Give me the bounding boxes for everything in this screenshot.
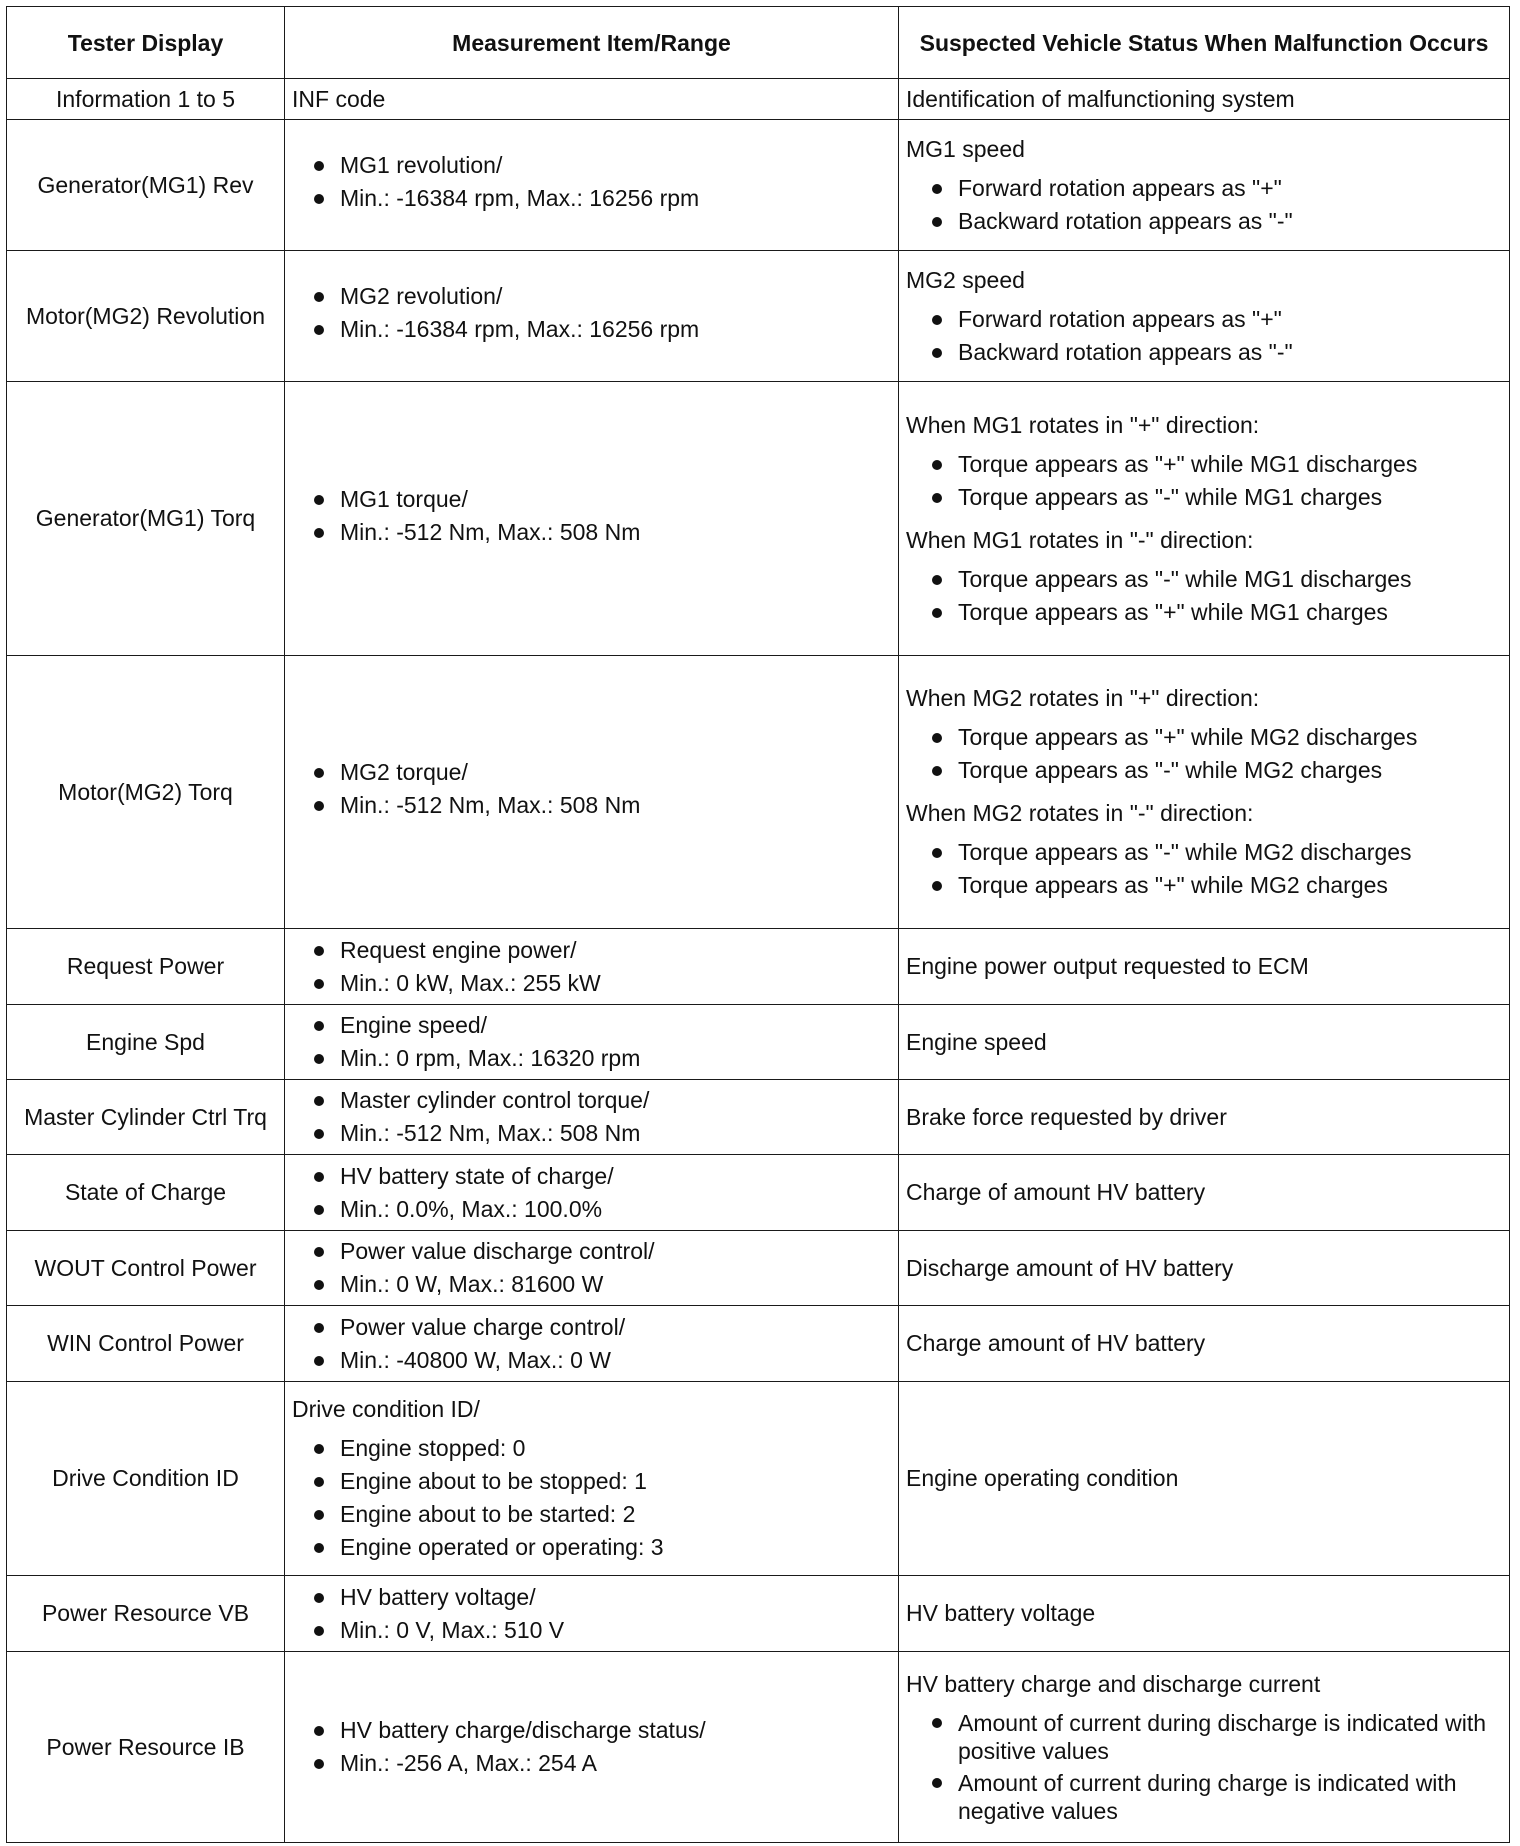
tester-display-cell: Power Resource IB <box>7 1652 285 1843</box>
status-cell <box>899 120 1510 251</box>
list-item: Engine about to be stopped: 1 <box>292 1465 891 1498</box>
table-row <box>7 1652 1510 1843</box>
status-cell <box>899 251 1510 382</box>
list-item: Min.: 0 V, Max.: 510 V <box>292 1614 891 1647</box>
list-item: Min.: 0 kW, Max.: 255 kW <box>292 967 891 1000</box>
measurement-cell <box>285 382 899 656</box>
measurement-list <box>292 1581 891 1647</box>
measurement-list <box>292 1311 891 1377</box>
table-row <box>7 656 1510 929</box>
col-header-measurement: Measurement Item/Range <box>285 7 899 79</box>
tester-display-cell: Generator(MG1) Rev <box>7 120 285 251</box>
measurement-cell <box>285 1652 899 1843</box>
status-cell: Engine speed <box>899 1005 1510 1080</box>
measurement-cell <box>285 929 899 1005</box>
status-intro: When MG1 rotates in "-" direction: <box>906 526 1254 553</box>
status-intro: When MG2 rotates in "-" direction: <box>906 800 1254 826</box>
list-item: Min.: 0.0%, Max.: 100.0% <box>292 1193 891 1226</box>
list-item: Engine speed/ <box>292 1009 891 1042</box>
status-intro: MG1 speed <box>906 135 1025 162</box>
table-row <box>7 1576 1510 1652</box>
table-row <box>7 251 1510 382</box>
status-intro: When MG1 rotates in "+" direction: <box>906 411 1260 438</box>
tester-display-cell: Request Power <box>7 929 285 1005</box>
measurement-list <box>292 149 891 215</box>
list-item: Request engine power/ <box>292 934 891 967</box>
measurement-list <box>292 1009 891 1075</box>
tester-display-cell: Master Cylinder Ctrl Trq <box>7 1080 285 1155</box>
measurement-list <box>292 1235 891 1301</box>
tester-display-cell: Drive Condition ID <box>7 1382 285 1576</box>
col-header-suspected-status: Suspected Vehicle Status When Malfunction Occurs <box>899 7 1510 79</box>
tester-display-cell: WOUT Control Power <box>7 1231 285 1306</box>
list-item: Min.: -512 Nm, Max.: 508 Nm <box>292 1117 891 1150</box>
list-item: Backward rotation appears as "-" <box>906 336 1502 369</box>
list-item: Torque appears as "+" while MG2 charges <box>906 869 1502 902</box>
tester-display-cell: Power Resource VB <box>7 1576 285 1652</box>
list-item: Torque appears as "-" while MG2 charges <box>906 754 1502 787</box>
status-intro: HV battery charge and discharge current <box>906 1670 1321 1697</box>
col-header-tester-display: Tester Display <box>7 7 285 79</box>
status-cell: Engine operating condition <box>899 1382 1510 1576</box>
measurement-cell <box>285 1231 899 1306</box>
measurement-list <box>292 1160 891 1226</box>
table-row <box>7 1005 1510 1080</box>
list-item: Min.: -40800 W, Max.: 0 W <box>292 1344 891 1377</box>
list-item: MG1 revolution/ <box>292 149 891 182</box>
measurement-list <box>292 934 891 1000</box>
measurement-cell <box>285 1005 899 1080</box>
list-item: Torque appears as "-" while MG1 charges <box>906 481 1502 514</box>
list-item: Min.: 0 rpm, Max.: 16320 rpm <box>292 1042 891 1075</box>
list-item: Torque appears as "+" while MG1 discharges <box>906 448 1502 481</box>
list-item: Engine stopped: 0 <box>292 1432 891 1465</box>
data-list-table <box>6 6 1510 1843</box>
tester-display-cell: Motor(MG2) Torq <box>7 656 285 929</box>
list-item: Min.: 0 W, Max.: 81600 W <box>292 1268 891 1301</box>
list-item: Engine operated or operating: 3 <box>292 1531 891 1564</box>
tester-display-cell: Information 1 to 5 <box>7 79 285 120</box>
list-item: HV battery state of charge/ <box>292 1160 891 1193</box>
list-item: Power value discharge control/ <box>292 1235 891 1268</box>
status-intro: When MG2 rotates in "+" direction: <box>906 685 1260 711</box>
status-cell: Engine power output requested to ECM <box>899 929 1510 1005</box>
status-intro: MG2 speed <box>906 266 1025 293</box>
list-item: Torque appears as "+" while MG2 discharges <box>906 721 1502 754</box>
tester-display-cell: Generator(MG1) Torq <box>7 382 285 656</box>
measurement-cell <box>285 251 899 382</box>
list-item: HV battery charge/discharge status/ <box>292 1714 891 1747</box>
measurement-list <box>292 280 891 346</box>
list-item: Amount of current during discharge is indicated with positive values <box>906 1707 1502 1767</box>
list-item: Forward rotation appears as "+" <box>906 172 1502 205</box>
table-row <box>7 1306 1510 1382</box>
list-item: Min.: -512 Nm, Max.: 508 Nm <box>292 516 891 549</box>
status-list <box>906 1707 1502 1827</box>
status-cell <box>899 656 1510 929</box>
table-row <box>7 382 1510 656</box>
status-list <box>906 721 1502 787</box>
status-list <box>906 303 1502 369</box>
status-cell <box>899 382 1510 656</box>
measurement-list <box>292 1084 891 1150</box>
table-row <box>7 929 1510 1005</box>
table-row <box>7 120 1510 251</box>
status-list <box>906 172 1502 238</box>
measurement-list <box>292 1432 891 1564</box>
list-item: Torque appears as "-" while MG1 discharges <box>906 563 1502 596</box>
table-row <box>7 1231 1510 1306</box>
measurement-list <box>292 483 891 549</box>
measurement-list <box>292 756 891 822</box>
status-list <box>906 836 1502 902</box>
tester-display-cell: WIN Control Power <box>7 1306 285 1382</box>
list-item: Master cylinder control torque/ <box>292 1084 891 1117</box>
status-cell: Identification of malfunctioning system <box>899 79 1510 120</box>
list-item: HV battery voltage/ <box>292 1581 891 1614</box>
measurement-intro: Drive condition ID/ <box>292 1396 480 1422</box>
status-cell: HV battery voltage <box>899 1576 1510 1652</box>
list-item: Backward rotation appears as "-" <box>906 205 1502 238</box>
tester-display-cell: Motor(MG2) Revolution <box>7 251 285 382</box>
measurement-cell <box>285 1155 899 1231</box>
measurement-cell <box>285 1576 899 1652</box>
list-item: Amount of current during charge is indicated with negative values <box>906 1767 1502 1827</box>
list-item: Torque appears as "+" while MG1 charges <box>906 596 1502 629</box>
header-row <box>7 7 1510 79</box>
list-item: Min.: -16384 rpm, Max.: 16256 rpm <box>292 182 891 215</box>
list-item: Power value charge control/ <box>292 1311 891 1344</box>
status-cell: Charge amount of HV battery <box>899 1306 1510 1382</box>
measurement-cell: INF code <box>285 79 899 120</box>
measurement-cell <box>285 1382 899 1576</box>
table-row <box>7 79 1510 120</box>
status-cell: Charge of amount HV battery <box>899 1155 1510 1231</box>
list-item: Engine about to be started: 2 <box>292 1498 891 1531</box>
list-item: MG1 torque/ <box>292 483 891 516</box>
status-cell: Brake force requested by driver <box>899 1080 1510 1155</box>
status-list <box>906 448 1502 514</box>
status-list <box>906 563 1502 629</box>
status-cell: Discharge amount of HV battery <box>899 1231 1510 1306</box>
list-item: Min.: -256 A, Max.: 254 A <box>292 1747 891 1780</box>
list-item: Torque appears as "-" while MG2 discharges <box>906 836 1502 869</box>
table-row <box>7 1382 1510 1576</box>
measurement-cell <box>285 1306 899 1382</box>
list-item: Min.: -16384 rpm, Max.: 16256 rpm <box>292 313 891 346</box>
list-item: Forward rotation appears as "+" <box>906 303 1502 336</box>
list-item: Min.: -512 Nm, Max.: 508 Nm <box>292 789 891 822</box>
tester-display-cell: Engine Spd <box>7 1005 285 1080</box>
measurement-cell <box>285 120 899 251</box>
measurement-list <box>292 1714 891 1780</box>
table-row <box>7 1080 1510 1155</box>
list-item: MG2 revolution/ <box>292 280 891 313</box>
table-row <box>7 1155 1510 1231</box>
measurement-cell <box>285 656 899 929</box>
status-cell <box>899 1652 1510 1843</box>
measurement-cell <box>285 1080 899 1155</box>
list-item: MG2 torque/ <box>292 756 891 789</box>
tester-display-cell: State of Charge <box>7 1155 285 1231</box>
